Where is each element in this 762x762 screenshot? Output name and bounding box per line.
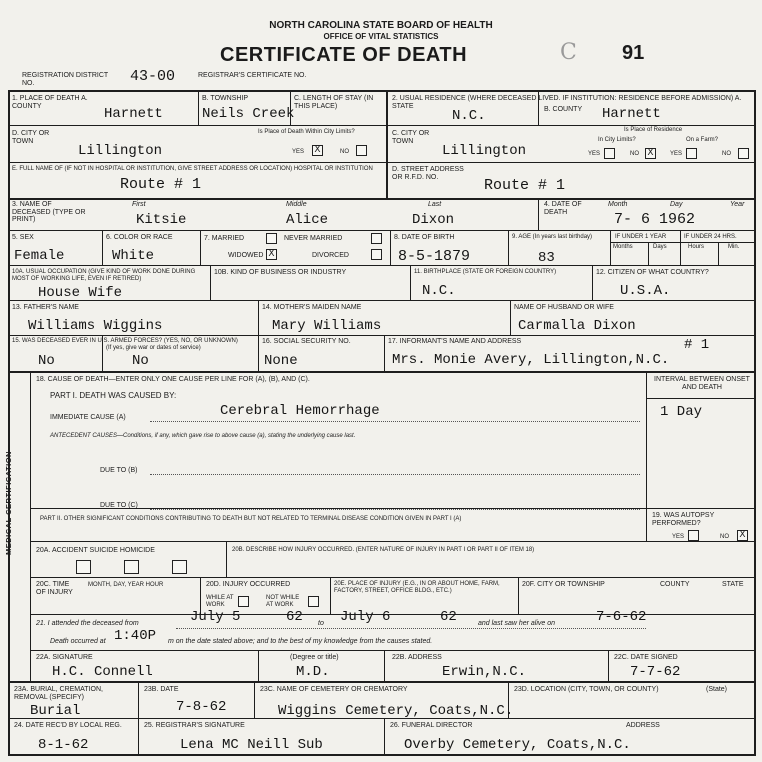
on-a-farm-label: On a Farm? bbox=[686, 137, 719, 143]
interval-value: 1 Day bbox=[660, 404, 703, 420]
county-of-injury-label: COUNTY bbox=[660, 581, 690, 588]
time-of-injury-label: 20C. TIME OF INJURY bbox=[36, 581, 73, 596]
registration-district-label: REGISTRATION DISTRICT NO. bbox=[22, 72, 109, 87]
due-to-b-label: DUE TO (B) bbox=[100, 467, 138, 474]
residence-city-value: Lillington bbox=[442, 143, 527, 159]
autopsy-no-checkbox[interactable]: X bbox=[737, 530, 748, 541]
funeral-director-value: Overby Cemetery, Coats,N.C. bbox=[404, 737, 631, 753]
residence-county-value: Harnett bbox=[602, 106, 661, 122]
middle-name-label: Middle bbox=[286, 201, 307, 208]
first-name-label: First bbox=[132, 201, 146, 208]
date-received-label: 24. DATE REC'D BY LOCAL REG. bbox=[14, 722, 122, 729]
board-heading: NORTH CAROLINA STATE BOARD OF HEALTH bbox=[269, 20, 493, 31]
antecedent-label: ANTECEDENT CAUSES—Conditions, if any, which gave rise to above cause (a), stating the underlying cause last. bbox=[50, 433, 356, 439]
hospital-value: Route # 1 bbox=[120, 176, 202, 193]
attended-to-value: July 6 bbox=[340, 609, 391, 625]
res-city-no-label: NO bbox=[630, 151, 639, 157]
place-of-injury-label: 20E. PLACE OF INJURY (E.G., IN OR ABOUT HOME, FARM, FACTORY, STREET, OFFICE BLDG., ETC.) bbox=[334, 581, 500, 594]
place-county-value: Harnett bbox=[104, 106, 163, 122]
war-service-label: (If yes, give war or dates of service) bbox=[106, 345, 201, 351]
date-signed-label: 22C. DATE SIGNED bbox=[614, 654, 678, 661]
while-at-work-label: WHILE AT WORK bbox=[206, 595, 234, 608]
res-city-yes-label: YES bbox=[588, 151, 601, 157]
date-of-death-value: 7- 6 1962 bbox=[614, 211, 696, 228]
death-occurred-label: Death occurred at bbox=[50, 638, 106, 645]
place-yes-checkbox[interactable]: X bbox=[312, 145, 323, 156]
registrar-signature-label: 25. REGISTRAR'S SIGNATURE bbox=[144, 722, 245, 729]
death-time-value: 1:40P bbox=[114, 628, 157, 644]
age-label: 9. AGE (In years last birthday) bbox=[512, 234, 593, 240]
res-farm-yes-label: YES bbox=[670, 151, 683, 157]
married-label: 7. MARRIED bbox=[204, 235, 245, 242]
burial-date-value: 7-8-62 bbox=[176, 699, 227, 715]
place-county-label: 1. PLACE OF DEATH A. COUNTY bbox=[12, 95, 88, 110]
degree-value: M.D. bbox=[296, 664, 330, 680]
place-township-label: B. TOWNSHIP bbox=[202, 95, 249, 102]
state-of-injury-label: STATE bbox=[722, 581, 744, 588]
cemetery-label: 23C. NAME OF CEMETERY OR CREMATORY bbox=[260, 686, 408, 693]
funeral-director-address-label: ADDRESS bbox=[626, 722, 660, 729]
burial-value: Burial bbox=[30, 703, 81, 719]
year-label: Year bbox=[730, 201, 745, 208]
funeral-director-label: 26. FUNERAL DIRECTOR bbox=[390, 722, 473, 729]
homicide-checkbox[interactable] bbox=[172, 560, 187, 574]
death-occurred-suffix: m on the date stated above; and to the best of my knowledge from the causes stated. bbox=[168, 638, 433, 645]
doctor-address-value: Erwin,N.C. bbox=[442, 664, 527, 680]
accident-checkbox[interactable] bbox=[76, 560, 91, 574]
mother-value: Mary Williams bbox=[272, 318, 382, 334]
attended-from-year-value: 62 bbox=[286, 609, 303, 625]
business-label: 10B. KIND OF BUSINESS OR INDUSTRY bbox=[214, 269, 347, 276]
attended-label: 21. I attended the deceased from bbox=[36, 620, 139, 627]
street-address-value: Route # 1 bbox=[484, 177, 566, 194]
injury-description-label: 20B. DESCRIBE HOW INJURY OCCURRED. (ENTER NATURE OF INJURY IN PART I OR PART II OF ITEM 18) bbox=[232, 547, 535, 553]
married-checkbox[interactable] bbox=[266, 233, 277, 244]
hours-label: Hours bbox=[688, 244, 705, 250]
registration-district-value: 43-00 bbox=[130, 68, 176, 85]
part1-label: PART I. DEATH WAS CAUSED BY: bbox=[50, 391, 177, 400]
sex-value: Female bbox=[14, 248, 65, 264]
occupation-label: 10A. USUAL OCCUPATION (GIVE KIND OF WORK DONE DURING MOST OF WORKING LIFE, EVEN IF RETIRED) bbox=[12, 269, 196, 282]
armed-forces-value: No bbox=[38, 353, 55, 369]
to-label: to bbox=[318, 620, 324, 627]
date-signed-value: 7-7-62 bbox=[630, 664, 681, 680]
informant-label: 17. INFORMANT'S NAME AND ADDRESS bbox=[388, 338, 522, 345]
divorced-label: DIVORCED bbox=[312, 252, 349, 259]
time-sub-label: MONTH, DAY, YEAR HOUR bbox=[88, 582, 164, 588]
father-value: Williams Wiggins bbox=[28, 318, 163, 334]
father-label: 13. FATHER'S NAME bbox=[12, 304, 79, 311]
injury-occurred-label: 20D. INJURY OCCURRED bbox=[206, 581, 291, 588]
within-city-limits-label: Is Place of Death Within City Limits? bbox=[258, 129, 355, 135]
city-of-injury-label: 20F. CITY OR TOWNSHIP bbox=[522, 581, 605, 588]
armed-forces-label: 15. WAS DECEASED EVER IN U.S. ARMED FORCES? (YES, NO, OR UNKNOWN) bbox=[12, 338, 238, 344]
cemetery-state-label: (State) bbox=[706, 686, 728, 693]
immediate-cause-label: IMMEDIATE CAUSE (A) bbox=[50, 414, 126, 421]
never-married-checkbox[interactable] bbox=[371, 233, 382, 244]
birth-date-label: 8. DATE OF BIRTH bbox=[394, 234, 455, 241]
months-label: Months bbox=[613, 244, 633, 250]
widowed-label: WIDOWED bbox=[228, 252, 264, 259]
interval-label: INTERVAL BETWEEN ONSET AND DEATH bbox=[654, 376, 750, 391]
res-city-no-checkbox[interactable]: X bbox=[645, 148, 656, 159]
place-city-label: D. CITY OR TOWN bbox=[12, 130, 50, 145]
hospital-label: E. FULL NAME OF (IF NOT IN HOSPITAL OR INSTITUTION, GIVE STREET ADDRESS OR LOCATION) HOSPITAL OR INSTITUTION bbox=[12, 166, 373, 172]
part2-label: PART II. OTHER SIGNIFICANT CONDITIONS CONTRIBUTING TO DEATH BUT NOT RELATED TO TERMINAL DISEASE CONDITION GIVEN IN PART I (A) bbox=[40, 516, 462, 522]
divorced-checkbox[interactable] bbox=[371, 249, 382, 260]
mother-label: 14. MOTHER'S MAIDEN NAME bbox=[262, 304, 362, 311]
never-married-label: NEVER MARRIED bbox=[284, 235, 343, 242]
citizen-value: U.S.A. bbox=[620, 283, 671, 299]
day-label: Day bbox=[670, 201, 683, 208]
accident-label: 20A. ACCIDENT SUICIDE HOMICIDE bbox=[36, 547, 155, 554]
res-farm-yes-checkbox[interactable] bbox=[686, 148, 697, 159]
informant-value: Mrs. Monie Avery, Lillington,N.C. bbox=[392, 352, 670, 368]
middle-name-value: Alice bbox=[286, 212, 329, 228]
burial-label: 23A. BURIAL, CREMATION, REMOVAL (SPECIFY) bbox=[14, 686, 103, 701]
res-city-yes-checkbox[interactable] bbox=[604, 148, 615, 159]
sex-label: 5. SEX bbox=[12, 234, 34, 241]
birth-date-value: 8-5-1879 bbox=[398, 248, 471, 265]
cause-of-death-label: 18. CAUSE OF DEATH—ENTER ONLY ONE CAUSE PER LINE FOR (A), (B), AND (C). bbox=[36, 376, 310, 383]
under-1-year-label: IF UNDER 1 YEAR bbox=[615, 234, 667, 240]
residence-state-value: N.C. bbox=[452, 108, 486, 124]
days-label: Days bbox=[653, 244, 667, 250]
place-yes-label: YES bbox=[292, 149, 305, 155]
last-saw-value: 7-6-62 bbox=[596, 609, 647, 625]
widowed-checkbox[interactable]: X bbox=[266, 249, 277, 260]
ssn-label: 16. SOCIAL SECURITY NO. bbox=[262, 338, 351, 345]
autopsy-no-label: NO bbox=[720, 534, 729, 540]
deceased-name-label: 3. NAME OF DECEASED (TYPE OR PRINT) bbox=[12, 201, 86, 223]
citizen-label: 12. CITIZEN OF WHAT COUNTRY? bbox=[596, 269, 709, 276]
birthplace-label: 11. BIRTHPLACE (STATE OR FOREIGN COUNTRY) bbox=[414, 269, 557, 275]
informant-extra-value: # 1 bbox=[684, 337, 710, 353]
occupation-value: House Wife bbox=[38, 285, 123, 301]
certificate-prefix: C bbox=[560, 40, 577, 65]
first-name-value: Kitsie bbox=[136, 212, 187, 228]
certificate-number: 91 bbox=[622, 42, 645, 64]
race-value: White bbox=[112, 248, 155, 264]
registrar-signature-value: Lena MC Neill Sub bbox=[180, 737, 323, 753]
place-of-residence-label: Is Place of Residence bbox=[624, 127, 683, 133]
office-heading: OFFICE OF VITAL STATISTICS bbox=[323, 32, 439, 41]
street-address-label: D. STREET ADDRESS OR R.F.D. NO. bbox=[392, 166, 464, 181]
burial-date-label: 23B. DATE bbox=[144, 686, 179, 693]
res-farm-no-label: NO bbox=[722, 151, 731, 157]
cemetery-value: Wiggins Cemetery, Coats,N.C. bbox=[278, 703, 514, 719]
autopsy-yes-checkbox[interactable] bbox=[688, 530, 699, 541]
date-received-value: 8-1-62 bbox=[38, 737, 89, 753]
medical-certification-label: MEDICAL CERTIFICATION bbox=[4, 451, 13, 555]
residence-county-label: B. COUNTY bbox=[544, 106, 583, 113]
min-label: Min. bbox=[728, 244, 740, 250]
under-24-hrs-label: IF UNDER 24 HRS. bbox=[684, 234, 737, 240]
certificate-title: CERTIFICATE OF DEATH bbox=[220, 44, 468, 66]
birthplace-value: N.C. bbox=[422, 283, 456, 299]
place-city-value: Lillington bbox=[78, 143, 163, 159]
spouse-value: Carmalla Dixon bbox=[518, 318, 636, 334]
attended-to-year-value: 62 bbox=[440, 609, 457, 625]
while-at-work-checkbox[interactable] bbox=[238, 596, 249, 607]
residence-city-label: C. CITY OR TOWN bbox=[392, 130, 430, 145]
not-at-work-checkbox[interactable] bbox=[308, 596, 319, 607]
race-label: 6. COLOR OR RACE bbox=[106, 234, 173, 241]
date-of-death-label: 4. DATE OF DEATH bbox=[544, 201, 582, 216]
last-name-value: Dixon bbox=[412, 212, 455, 228]
last-saw-label: and last saw her alive on bbox=[478, 620, 556, 627]
ssn-value: None bbox=[264, 353, 298, 369]
age-value: 83 bbox=[538, 250, 555, 266]
autopsy-yes-label: YES bbox=[672, 534, 685, 540]
due-to-c-label: DUE TO (C) bbox=[100, 502, 138, 509]
not-at-work-label: NOT WHILE AT WORK bbox=[266, 595, 300, 608]
last-name-label: Last bbox=[428, 201, 442, 208]
war-service-value: No bbox=[132, 353, 149, 369]
place-no-checkbox[interactable] bbox=[356, 145, 367, 156]
signature-value: H.C. Connell bbox=[52, 664, 153, 680]
attended-from-value: July 5 bbox=[190, 609, 241, 625]
autopsy-label: 19. WAS AUTOPSY PERFORMED? bbox=[652, 512, 715, 527]
length-of-stay-label: C. LENGTH OF STAY (IN THIS PLACE) bbox=[294, 95, 374, 110]
in-city-limits-label: In City Limits? bbox=[598, 137, 636, 143]
degree-label: (Degree or title) bbox=[290, 654, 339, 661]
suicide-checkbox[interactable] bbox=[124, 560, 139, 574]
month-label: Month bbox=[608, 201, 628, 208]
immediate-cause-value: Cerebral Hemorrhage bbox=[220, 403, 380, 419]
res-farm-no-checkbox[interactable] bbox=[738, 148, 749, 159]
spouse-label: NAME OF HUSBAND OR WIFE bbox=[514, 304, 614, 311]
place-township-value: Neils Creek bbox=[202, 106, 295, 122]
registrar-certificate-label: REGISTRAR'S CERTIFICATE NO. bbox=[198, 72, 307, 79]
signature-label: 22A. SIGNATURE bbox=[36, 654, 93, 661]
doctor-address-label: 22B. ADDRESS bbox=[392, 654, 442, 661]
place-no-label: NO bbox=[340, 149, 349, 155]
cemetery-location-label: 23D. LOCATION (CITY, TOWN, OR COUNTY) bbox=[514, 686, 659, 693]
residence-state-label: 2. USUAL RESIDENCE (WHERE DECEASED LIVED. IF INSTITUTION: RESIDENCE BEFORE ADMISSION) A. STATE bbox=[392, 95, 742, 110]
